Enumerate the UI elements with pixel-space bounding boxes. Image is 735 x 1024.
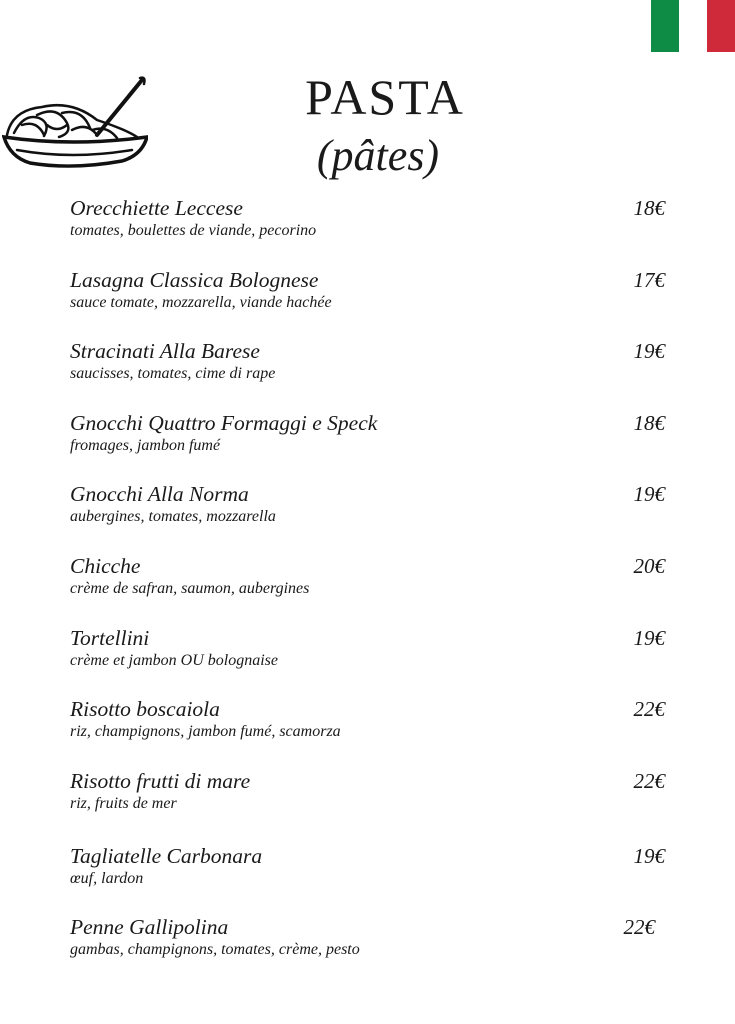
item-description: œuf, lardon [70, 869, 144, 887]
item-description: crème de safran, saumon, aubergines [70, 579, 310, 597]
item-price: 19€ [633, 339, 665, 364]
italian-flag-icon [651, 0, 735, 52]
item-description: gambas, champignons, tomates, crème, pesto [70, 941, 360, 959]
item-description: saucisses, tomates, cime di rape [70, 365, 276, 383]
item-description: crème et jambon OU bolognaise [70, 651, 278, 669]
item-name: Risotto boscaiola [70, 697, 220, 722]
item-price: 18€ [633, 196, 665, 220]
item-name: Lasagna Classica Bolognese [70, 267, 319, 292]
item-price: 22€ [633, 768, 665, 793]
flag-red-stripe [707, 0, 735, 52]
page-title: PASTA [305, 69, 465, 125]
menu-item [70, 696, 670, 768]
item-description: riz, champignons, jambon fumé, scamorza [70, 723, 341, 741]
item-name: Gnocchi Alla Norma [70, 482, 249, 507]
item-description: fromages, jambon fumé [70, 436, 221, 454]
menu-item [70, 914, 670, 986]
item-description: riz, fruits de mer [70, 794, 177, 812]
flag-green-stripe [651, 0, 679, 52]
item-name: Orecchiette Leccese [70, 196, 243, 220]
page-subtitle: (pâtes) [316, 131, 440, 180]
item-name: Chicche [70, 553, 141, 578]
item-price: 22€ [623, 915, 655, 940]
menu-item [70, 410, 670, 482]
item-description: aubergines, tomates, mozzarella [70, 508, 276, 526]
menu-item [70, 553, 670, 625]
item-name: Tagliatelle Carbonara [70, 843, 263, 868]
menu-item [70, 481, 670, 553]
flag-white-stripe [679, 0, 707, 52]
item-name: Penne Gallipolina [70, 915, 229, 940]
item-name: Gnocchi Quattro Formaggi e Speck [70, 410, 378, 435]
menu-item [70, 338, 670, 410]
item-price: 19€ [633, 843, 665, 868]
menu-item [70, 843, 670, 915]
item-price: 18€ [633, 410, 665, 435]
item-name: Stracinati Alla Barese [70, 339, 260, 364]
item-price: 17€ [633, 267, 665, 292]
menu-item [70, 267, 670, 339]
item-price: 22€ [633, 697, 665, 722]
menu-item [70, 625, 670, 697]
item-description: tomates, boulettes de viande, pecorino [70, 222, 317, 239]
item-name: Risotto frutti di mare [70, 768, 251, 793]
item-price: 20€ [633, 553, 665, 578]
item-description: sauce tomate, mozzarella, viande hachée [70, 293, 332, 311]
item-price: 19€ [633, 482, 665, 507]
menu-item [70, 195, 670, 267]
item-name: Tortellini [70, 625, 150, 650]
menu-items-list [70, 195, 670, 986]
item-price: 19€ [633, 625, 665, 650]
menu-item [70, 768, 670, 843]
